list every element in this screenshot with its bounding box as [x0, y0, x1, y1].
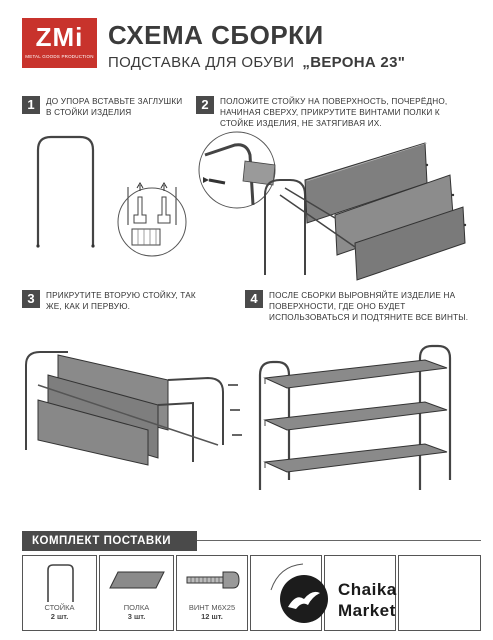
logo-subtext: METAL GOODS PRODUCTION: [25, 54, 94, 59]
step-1-number: 1: [22, 96, 40, 114]
step-2-text: ПОЛОЖИТЕ СТОЙКУ НА ПОВЕРХНОСТЬ, ПОЧЕРЁДНО, НАЧИНАЯ СВЕРХУ, ПРИКРУТИТЕ ВИНТАМИ ПОЛКИ К СТОЙКЕ ИЗДЕЛИЯ, НЕ ЗАТЯГИВАЯ ИХ.: [220, 97, 448, 128]
step-3-illustration: [18, 330, 243, 470]
step-1-text: ДО УПОРА ВСТАВЬТЕ ЗАГЛУШКИ В СТОЙКИ ИЗДЕЛИЯ: [46, 97, 183, 117]
kit-item-stand: [22, 555, 97, 631]
kit-item-6: [398, 555, 481, 631]
shelf-icon: [110, 570, 165, 590]
kit-item-label: ВИНТ М6Х25: [188, 603, 236, 612]
kit-section-title: КОМПЛЕКТ ПОСТАВКИ: [22, 531, 197, 551]
kit-item-qty: 2 шт.: [50, 612, 69, 621]
kit-item-label: СТОЙКА: [44, 603, 75, 612]
step-3-text: ПРИКРУТИТЕ ВТОРУЮ СТОЙКУ, ТАК ЖЕ, КАК И ПЕРВУЮ.: [46, 291, 196, 311]
bird-icon: [286, 587, 322, 611]
step-2-number: 2: [196, 96, 214, 114]
step-4-number: 4: [245, 290, 263, 308]
kit-divider: [197, 540, 481, 541]
page-subtitle: [108, 54, 405, 71]
product-type: ПОДСТАВКА ДЛЯ ОБУВИ: [108, 54, 295, 71]
step-3-number: 3: [22, 290, 40, 308]
watermark-line-1: Chaika: [338, 580, 397, 599]
kit-item-label: ПОЛКА: [123, 603, 150, 612]
watermark-logo: [280, 575, 328, 623]
kit-item-shelf: [99, 555, 174, 631]
brand-logo: [22, 18, 97, 68]
step-4-illustration: [255, 340, 470, 495]
product-model: „ВЕРОНА 23": [302, 54, 406, 71]
kit-item-qty: 12 шт.: [201, 612, 223, 621]
screw-icon: [185, 570, 241, 590]
kit-item-qty: 3 шт.: [127, 612, 146, 621]
kit-item-screw: [176, 555, 248, 631]
logo-text: ZMi: [35, 22, 84, 52]
watermark-line-2: Market: [338, 601, 396, 620]
step-4-text: ПОСЛЕ СБОРКИ ВЫРОВНЯЙТЕ ИЗДЕЛИЕ НА ПОВЕРХНОСТИ, ГДЕ ОНО БУДЕТ ИСПОЛЬЗОВАТЬСЯ И ПОДТЯНИТЕ ВСЕ ВИНТЫ.: [269, 291, 469, 322]
step-2-illustration: [195, 125, 485, 285]
step-1-illustration: [20, 125, 200, 255]
page-title: СХЕМА СБОРКИ: [108, 20, 324, 50]
stand-icon: [43, 562, 78, 602]
